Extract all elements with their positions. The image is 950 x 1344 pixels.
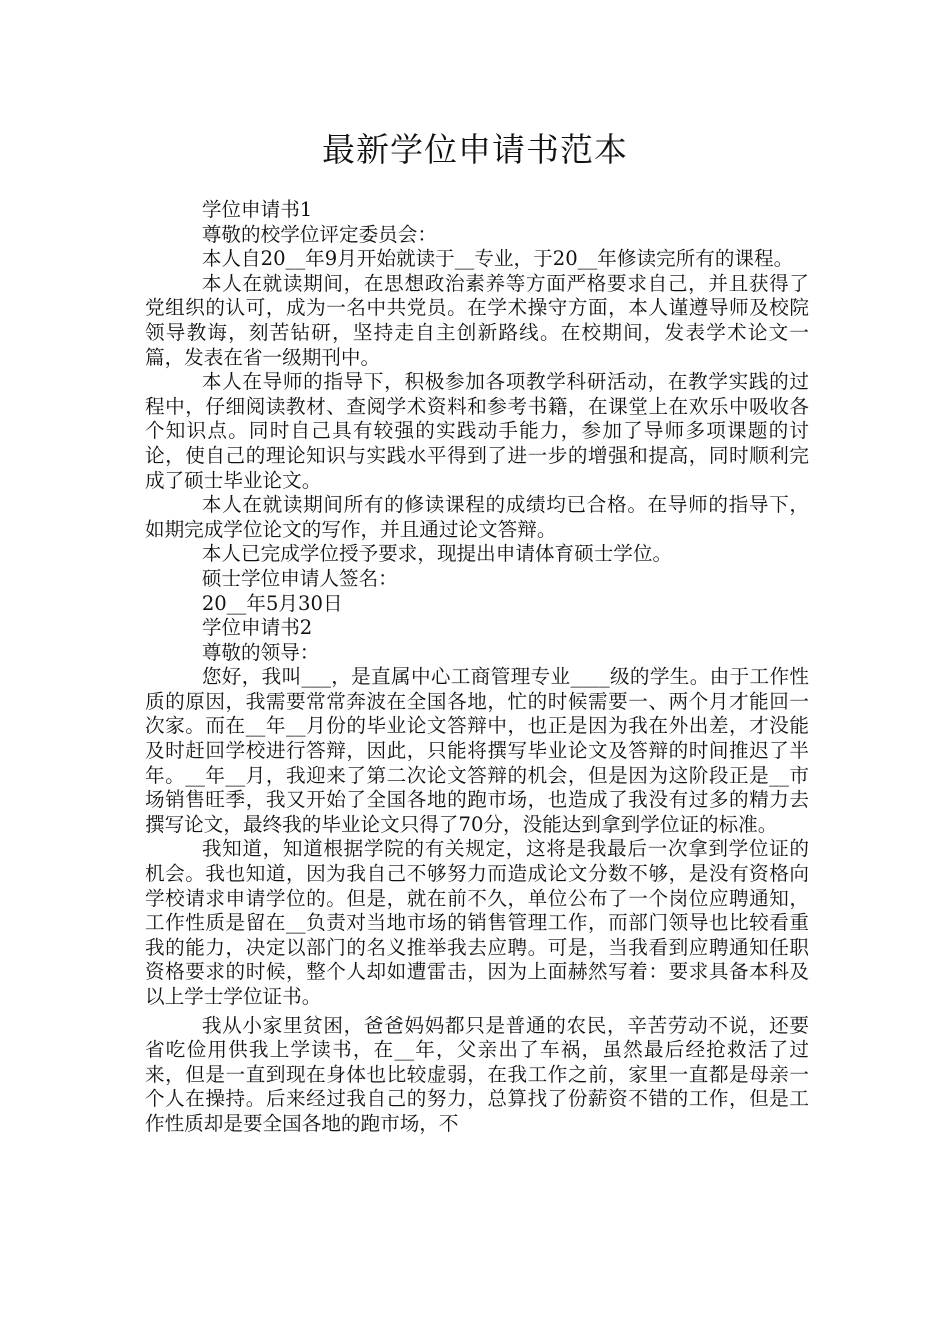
paragraph: 您好，我叫___，是直属中心工商管理专业____级的学生。由于工作性质的原因，我需要常常奔波在全国各地，忙的时候需要一、两个月才能回一次家。而在__年__月份的毕业论文答辩中，也正是因为我在外出差，才没能及时赶回学校进行答辩，因此，只能将撰写毕业论文及答辩的时间推迟了半年。__年__月，我迎来了第二次论文答辩的机会，但是因为这阶段正是__市场销售旺季，我又开始了全国各地的跑市场，也造成了我没有过多的精力去撰写论文，最终我的毕业论文只得了70分，没能达到拿到学位证的标准。 [145,665,809,836]
document-body [145,198,809,1137]
signature-line: 硕士学位申请人签名： [201,566,398,590]
paragraph: 本人在导师的指导下，积极参加各项教学科研活动，在教学实践的过程中，仔细阅读教材、查阅学术资料和参考书籍，在课堂上在欢乐中吸收各个知识点。同时自己具有较强的实践动手能力，参加了导师多项课题的讨论，使自己的理论知识与实践水平得到了进一步的增强和提高，同时顺利完成了硕士毕业论文。 [145,370,809,492]
salutation-1: 尊敬的校学位评定委员会： [201,222,437,246]
paragraph: 我从小家里贫困，爸爸妈妈都只是普通的农民，辛苦劳动不说，还要省吃俭用供我上学读书，在__年，父亲出了车祸，虽然最后经抢救活了过来，但是一直到现在身体也比较虚弱，在我工作之前，家里一直都是母亲一个人在操持。后来经过我自己的努力，总算找了份薪资不错的工作，但是工作性质却是要全国各地的跑市场，不 [145,1013,809,1135]
section-heading-2: 学位申请书2 [201,616,313,640]
salutation-2: 尊敬的领导： [201,640,320,664]
paragraph: 本人自20__年9月开始就读于__专业，于20__年修读完所有的课程。 [201,247,794,271]
paragraph: 本人已完成学位授予要求，现提出申请体育硕士学位。 [201,542,673,566]
section-heading-1: 学位申请书1 [201,198,313,221]
paragraph: 本人在就读期间所有的修读课程的成绩均已合格。在导师的指导下，如期完成学位论文的写作，并且通过论文答辩。 [145,493,809,541]
paragraph: 我知道，知道根据学院的有关规定，这将是我最后一次拿到学位证的机会。我也知道，因为我自己不够努力而造成论文分数不够，是没有资格向学校请求申请学位的。但是，就在前不久，单位公布了一个岗位应聘通知，工作性质是留在__负责对当地市场的销售管理工作，而部门领导也比较看重我的能力，决定以部门的名义推举我去应聘。可是，当我看到应聘通知任职资格要求的时候，整个人却如遭雷击，因为上面赫然写着：要求具备本科及以上学士学位证书。 [145,837,809,1008]
document-title: 最新学位申请书范本 [322,130,628,169]
date-line: 20__年5月30日 [201,591,343,615]
paragraph: 本人在就读期间，在思想政治素养等方面严格要求自己，并且获得了党组织的认可，成为一名中共党员。在学术操守方面，本人谨遵导师及校院领导教诲，刻苦钻研，坚持走自主创新路线。在校期间，发表学术论文一篇，发表在省一级期刊中。 [145,271,809,369]
